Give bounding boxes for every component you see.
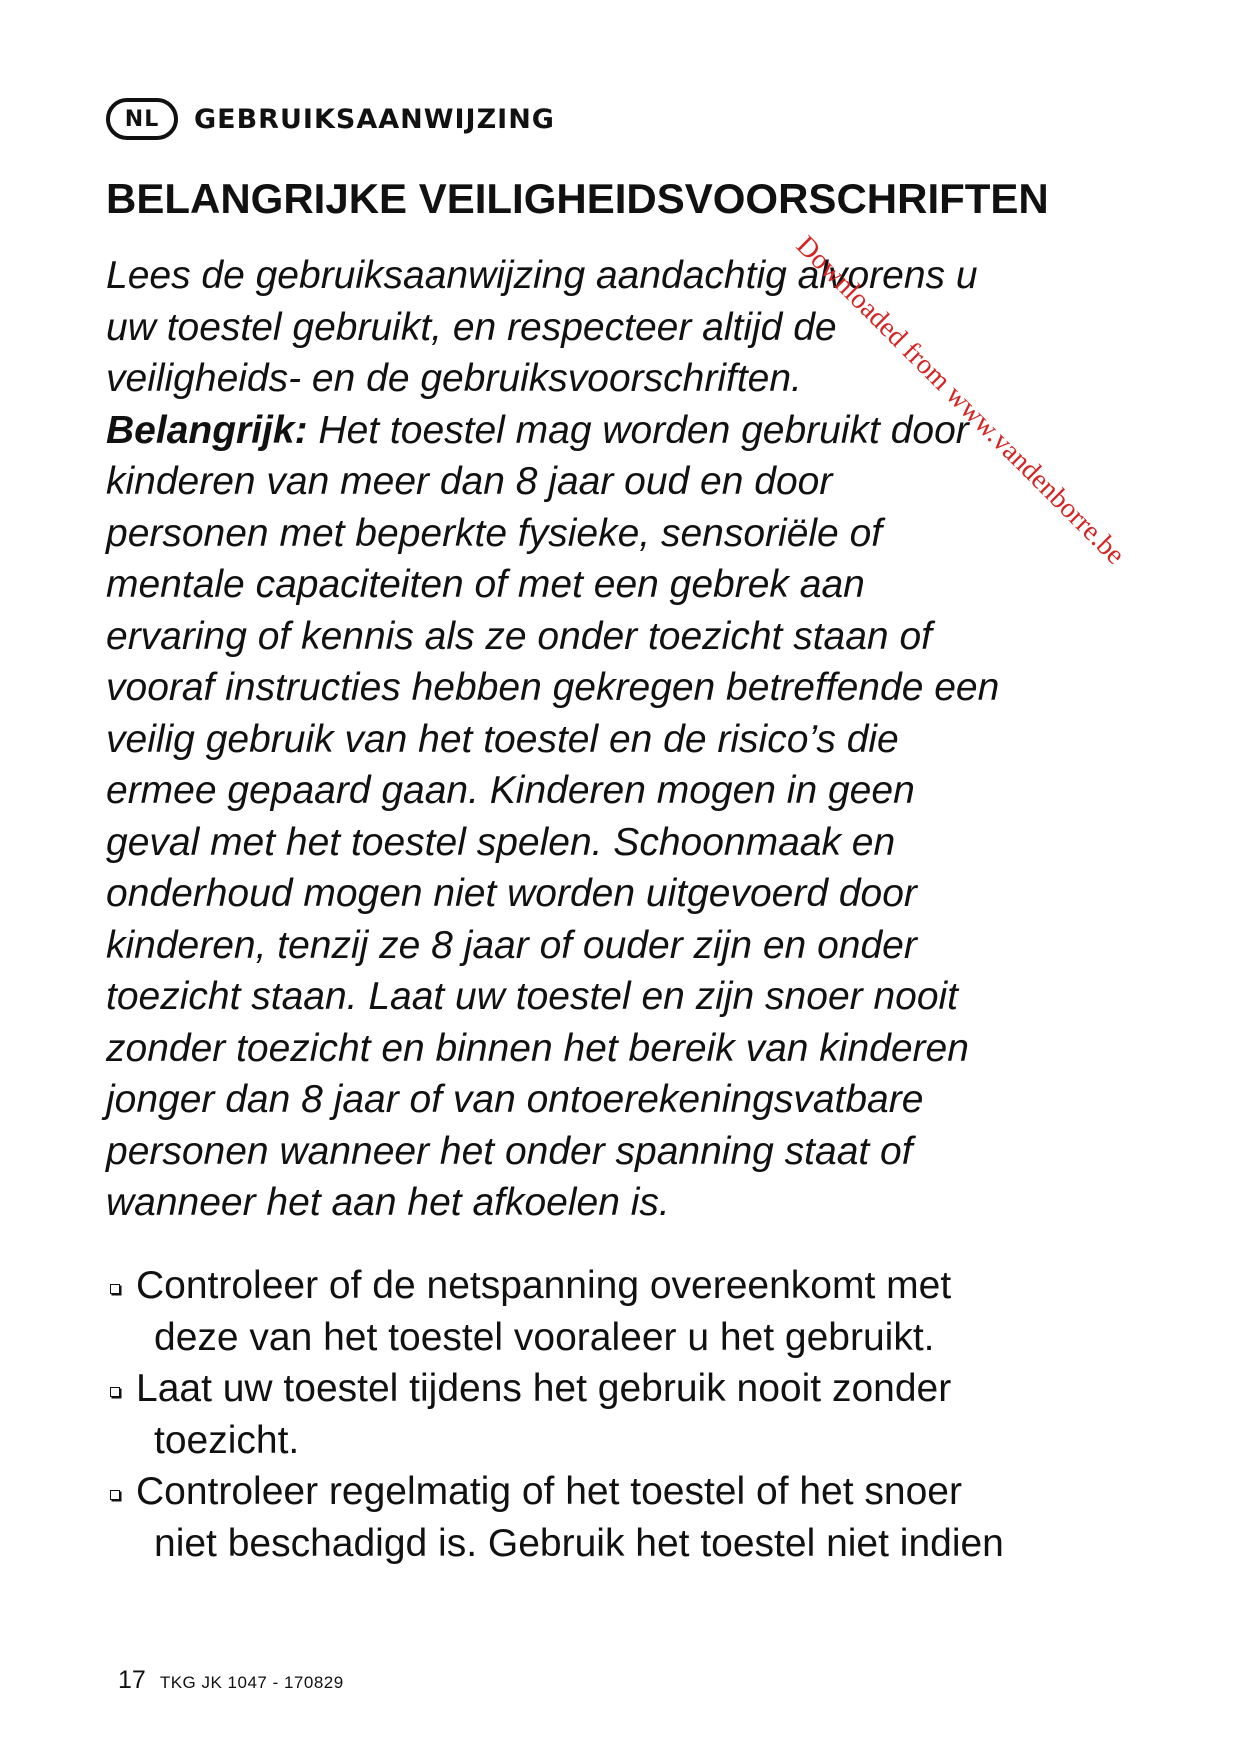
- important-first-line: [106, 405, 999, 457]
- language-title: GEBRUIKSAANWIJZING: [194, 103, 555, 135]
- important-line: kinderen van meer dan 8 jaar oud en door: [106, 460, 833, 503]
- important-line: personen wanneer het onder spanning staat of: [106, 1129, 913, 1173]
- bullet-line: Laat uw toestel tijdens het gebruik nooit zonder: [136, 1367, 952, 1410]
- important-line: personen met beperkte fysieke, sensoriële of: [106, 511, 883, 555]
- list-item: [106, 1260, 1004, 1363]
- safety-bullet-list: [106, 1260, 1004, 1569]
- square-bullet-icon: [110, 1284, 120, 1294]
- intro-line: Lees de gebruiksaanwijzing aandachtig alvorens u: [106, 254, 978, 297]
- language-badge: NL: [106, 98, 178, 140]
- page-number: 17: [118, 1666, 146, 1694]
- important-text: Het toestel mag worden gebruikt door: [307, 408, 969, 452]
- square-bullet-icon: [110, 1490, 120, 1500]
- bullet-line: toezicht.: [154, 1418, 300, 1462]
- important-label: Belangrijk:: [106, 408, 308, 452]
- bullet-line: Controleer of de netspanning overeenkomt met: [136, 1264, 952, 1307]
- important-line: ermee gepaard gaan. Kinderen mogen in geen: [106, 769, 915, 812]
- important-line: veilig gebruik van het toestel en de risico’s die: [106, 717, 899, 761]
- page-title: BELANGRIJKE VEILIGHEIDSVOORSCHRIFTEN: [106, 175, 1049, 222]
- bullet-line: Controleer regelmatig of het toestel of het snoer: [136, 1470, 962, 1513]
- important-line: zonder toezicht en binnen het bereik van kinderen: [106, 1026, 969, 1070]
- intro-line: uw toestel gebruikt, en respecteer altijd de: [106, 305, 837, 349]
- important-line: ervaring of kennis als ze onder toezicht staan of: [106, 614, 932, 658]
- important-line: vooraf instructies hebben gekregen betreffende een: [106, 666, 1000, 709]
- square-bullet-icon: [110, 1387, 120, 1397]
- bullet-line: deze van het toestel vooraleer u het gebruikt.: [154, 1315, 935, 1359]
- page-footer: [118, 1666, 344, 1695]
- important-line: wanneer het aan het afkoelen is.: [106, 1181, 670, 1224]
- important-line: onderhoud mogen niet worden uitgevoerd door: [106, 872, 917, 915]
- list-item: [106, 1363, 1004, 1466]
- important-line: geval met het toestel spelen. Schoonmaak en: [106, 820, 896, 864]
- intro-line: veiligheids- en de gebruiksvoorschriften.: [106, 357, 802, 400]
- list-item: [106, 1466, 1004, 1569]
- important-line: mentale capaciteiten of met een gebrek aan: [106, 563, 865, 606]
- important-line: jonger dan 8 jaar of van ontoerekeningsvatbare: [106, 1078, 924, 1121]
- download-watermark: Downloaded from www.vandenborre.be: [790, 230, 1131, 571]
- important-line: kinderen, tenzij ze 8 jaar of ouder zijn en onder: [106, 923, 917, 967]
- intro-paragraph: [106, 250, 999, 1229]
- important-line: toezicht staan. Laat uw toestel en zijn snoer nooit: [106, 975, 959, 1018]
- model-reference: TKG JK 1047 - 170829: [159, 1673, 344, 1692]
- language-header: [106, 98, 555, 140]
- bullet-line: niet beschadigd is. Gebruik het toestel niet indien: [154, 1521, 1004, 1565]
